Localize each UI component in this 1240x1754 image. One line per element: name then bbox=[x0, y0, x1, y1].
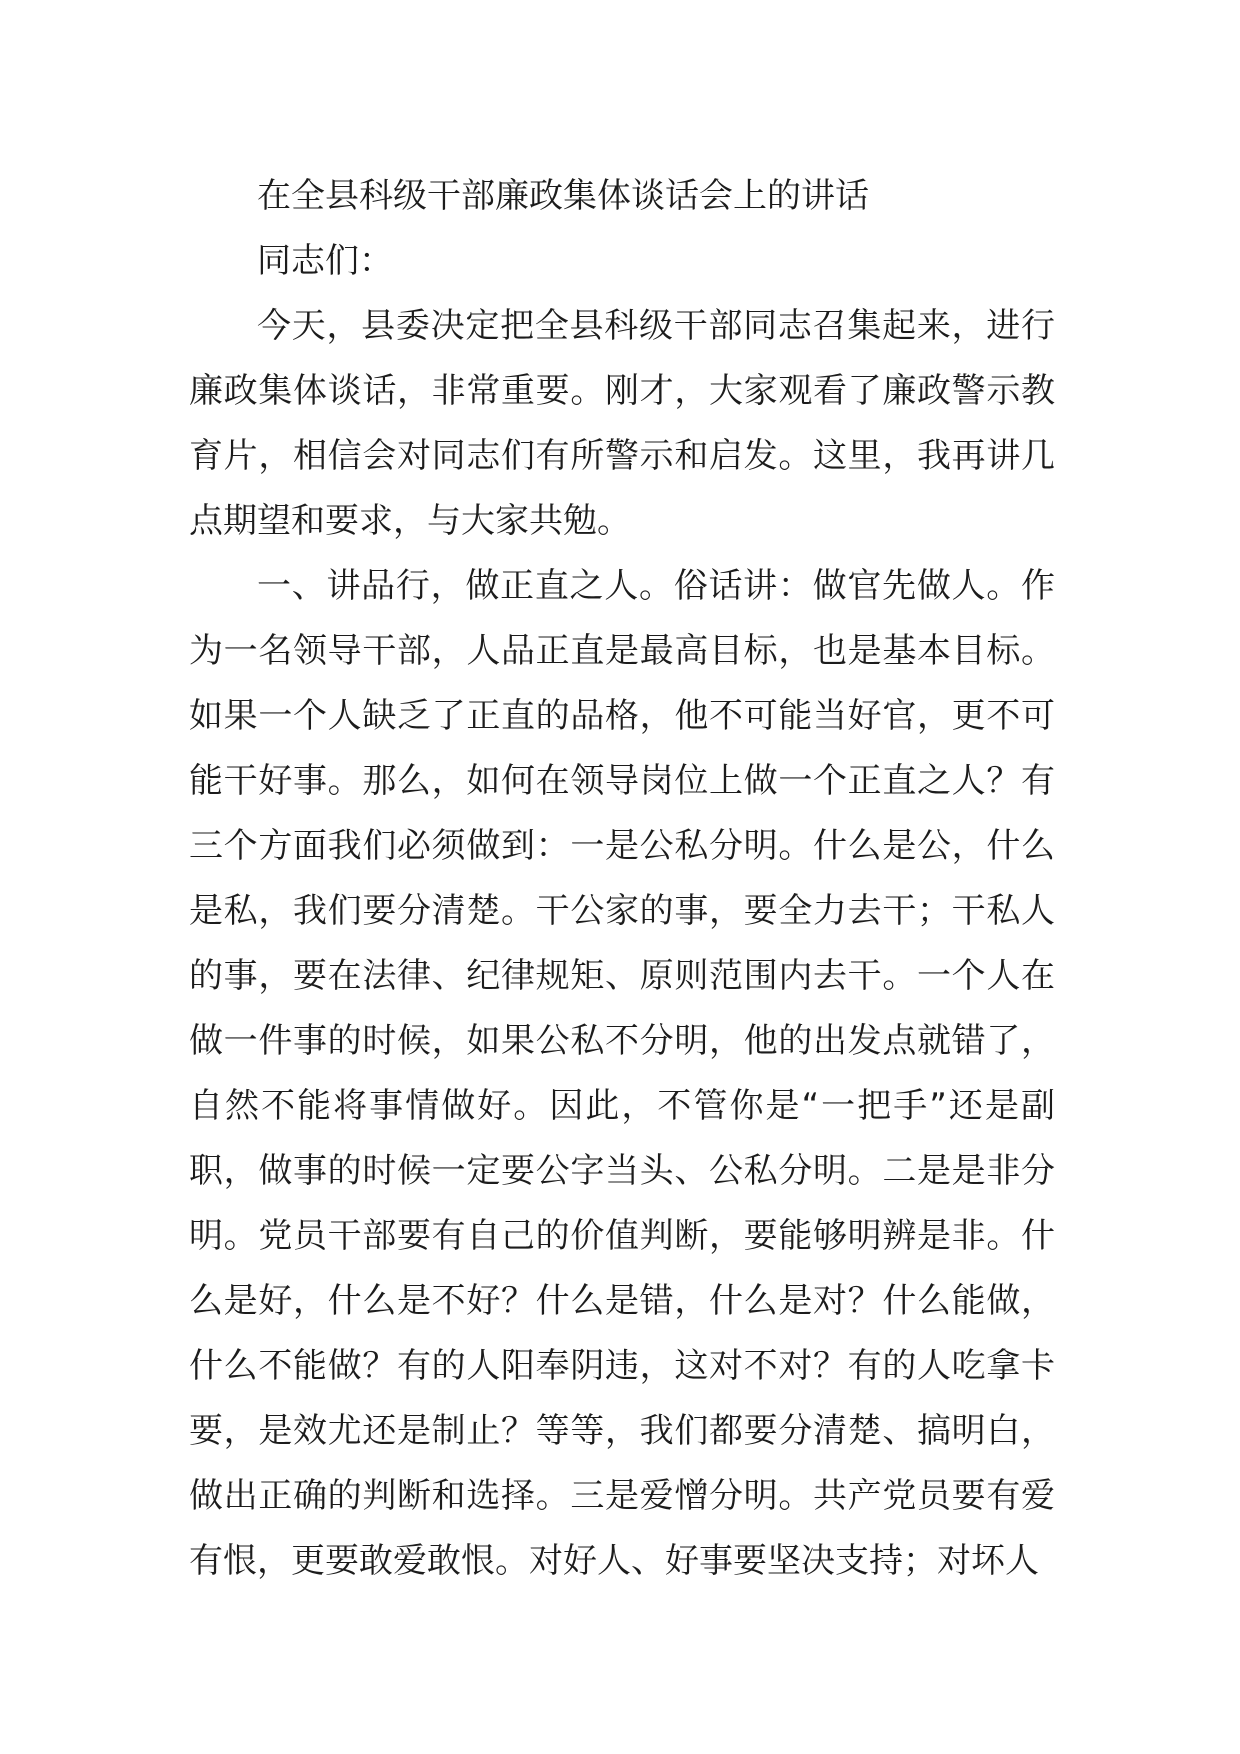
salutation: 同志们： bbox=[257, 241, 393, 281]
paragraph-opening: 今天，县委决定把全县科级干部同志召集起来，进行廉政集体谈话，非常重要。刚才，大家观看了廉政警示教育片，相信会对同志们有所警示和启发。这里，我再讲几点期望和要求，与大家共勉。 bbox=[189, 306, 1055, 541]
speech-title: 在全县科级干部廉政集体谈话会上的讲话 bbox=[257, 176, 869, 216]
paragraph-section-one: 一、讲品行，做正直之人。俗话讲：做官先做人。作为一名领导干部，人品正直是最高目标，也是基本目标。如果一个人缺乏了正直的品格，他不可能当好官，更不可能干好事。那么，如何在领导岗位上做一个正直之人？有三个方面我们必须做到：一是公私分明。什么是公，什么是私，我们要分清楚。干公家的事，要全力去干；干私人的事，要在法律、纪律规矩、原则范围内去干。一个人在做一件事的时候，如果公私不分明，他的出发点就错了，自然不能将事情做好。因此，不管你是“一把手”还是副职，做事的时候一定要公字当头、公私分明。二是是非分明。党员干部要有自己的价值判断，要能够明辨是非。什么是好，什么是不好？什么是错，什么是对？什么能做，什么不能做？有的人阳奉阴违，这对不对？有的人吃拿卡要，是效尤还是制止？等等，我们都要分清楚、搞明白，做出正确的判断和选择。三是爱憎分明。共产党员要有爱有恨，更要敢爱敢恨。对好人、好事要坚决支持；对坏人 bbox=[189, 566, 1055, 1581]
document-body bbox=[189, 164, 1055, 1594]
